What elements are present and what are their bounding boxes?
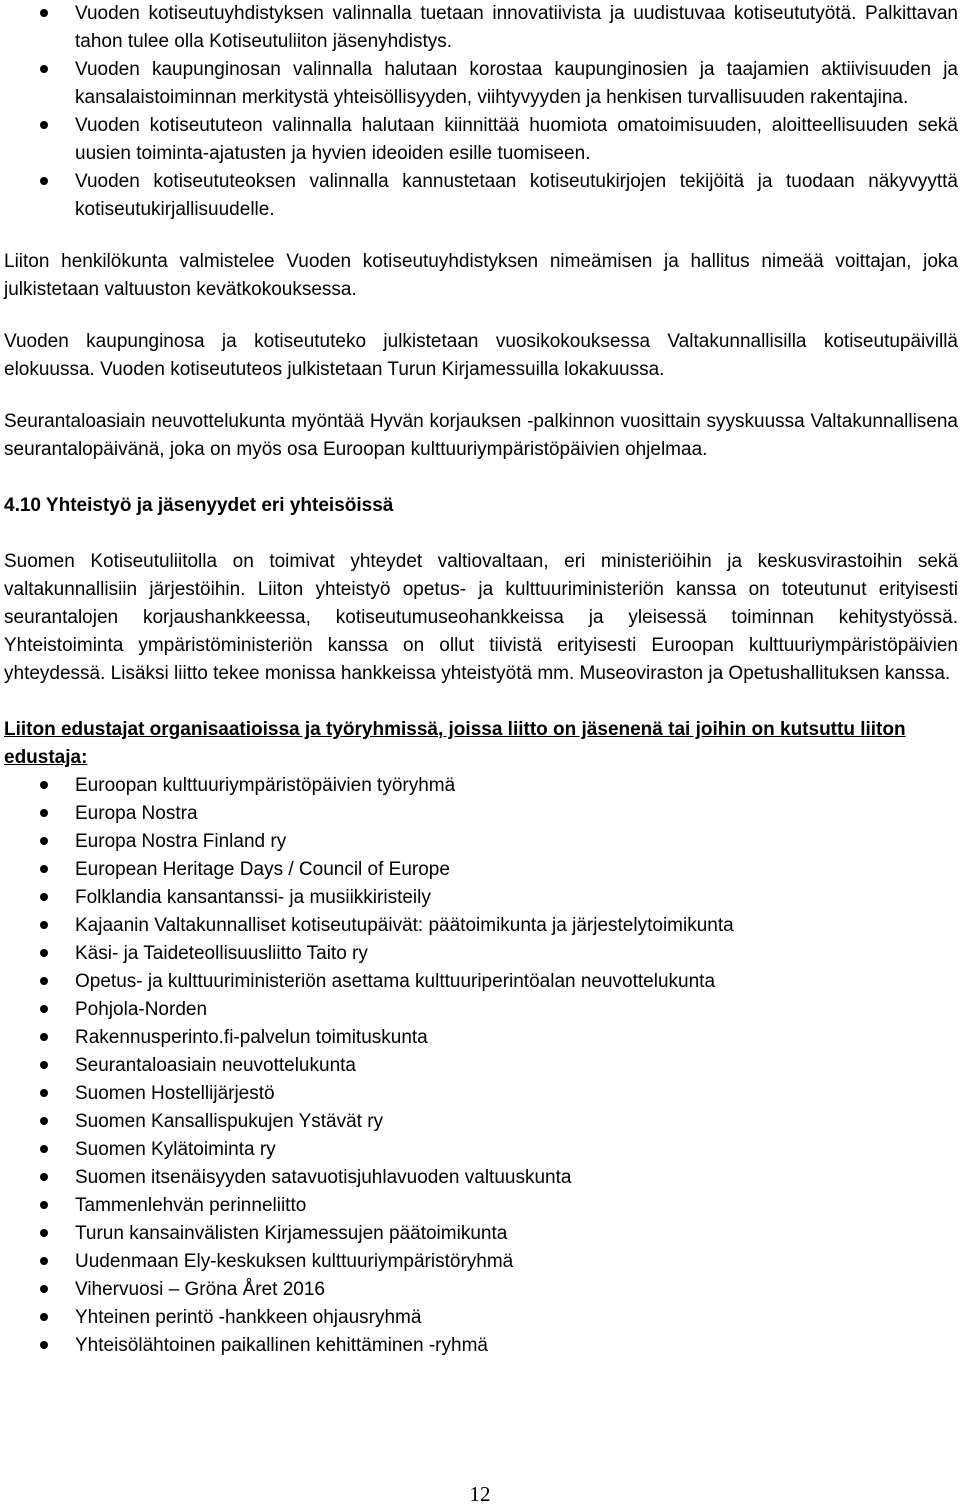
list-item: Opetus- ja kulttuuriministeriön asettama kulttuuriperintöalan neuvottelukunta [4,968,958,996]
list-item: Kajaanin Valtakunnalliset kotiseutupäivät: päätoimikunta ja järjestelytoimikunta [4,912,958,940]
list-item: Vihervuosi – Gröna Året 2016 [4,1276,958,1304]
list-item: Tammenlehvän perinneliitto [4,1192,958,1220]
list-item: Uudenmaan Ely-keskuksen kulttuuriympäristöryhmä [4,1248,958,1276]
list-item: Turun kansainvälisten Kirjamessujen päätoimikunta [4,1220,958,1248]
list-item: Käsi- ja Taideteollisuusliitto Taito ry [4,940,958,968]
list-item: Europa Nostra [4,800,958,828]
bullet-item: Vuoden kaupunginosan valinnalla halutaan korostaa kaupunginosien ja taajamien aktiivisuuden ja kansalaistoiminnan merkitystä yhteisöllisyyden, viihtyvyyden ja henkisen turvallisuuden rakentajina. [4,56,958,112]
representatives-heading: Liiton edustajat organisaatioissa ja työryhmissä, joissa liitto on jäsenenä tai joihin on kutsuttu liiton edustaja: [4,719,906,768]
list-item: Euroopan kulttuuriympäristöpäivien työryhmä [4,772,958,800]
list-item: Suomen Kansallispukujen Ystävät ry [4,1108,958,1136]
bullet-item: Vuoden kotiseututeon valinnalla halutaan kiinnittää huomiota omatoimisuuden, aloitteellisuuden sekä uusien toiminta-ajatusten ja hyvien ideoiden esille tuomiseen. [4,112,958,168]
paragraph-announcements: Vuoden kaupunginosa ja kotiseututeko julkistetaan vuosikokouksessa Valtakunnallisilla kotiseutupäivillä elokuussa. Vuoden kotiseututeos julkistetaan Turun Kirjamessuilla lokakuussa. [4,331,958,380]
page-number: 12 [469,1482,491,1506]
list-item: Europa Nostra Finland ry [4,828,958,856]
page-content [4,0,958,1360]
list-item: Seurantaloasiain neuvottelukunta [4,1052,958,1080]
organization-list [4,772,958,1360]
paragraph-cooperation: Suomen Kotiseutuliitolla on toimivat yhteydet valtiovaltaan, eri ministeriöihin ja keskusvirastoihin sekä valtakunnallisiin järjestöihin. Liiton yhteistyö opetus- ja kulttuuriministeriön kanssa on toteutunut erityisesti seurantalojen korjaushankkeessa, kotiseutumuseohankkeissa ja yleisessä toiminnan kehitystyössä. Yhteistoiminta ympäristöministeriön kanssa on ollut tiivistä erityisesti Euroopan kulttuuriympäristöpäivien yhteydessä. Lisäksi liitto tekee monissa hankkeissa yhteistyötä mm. Museoviraston ja Opetushallituksen kanssa. [4,551,958,684]
list-item: Suomen Kylätoiminta ry [4,1136,958,1164]
section-heading: 4.10 Yhteistyö ja jäsenyydet eri yhteisöissä [4,495,394,516]
list-item: Yhteinen perintö -hankkeen ohjausryhmä [4,1304,958,1332]
list-item: Suomen itsenäisyyden satavuotisjuhlavuoden valtuuskunta [4,1164,958,1192]
bullet-item: Vuoden kotiseututeoksen valinnalla kannustetaan kotiseutukirjojen tekijöitä ja tuodaan näkyvyyttä kotiseutukirjallisuudelle. [4,168,958,224]
paragraph-staff-preparation: Liiton henkilökunta valmistelee Vuoden kotiseutuyhdistyksen nimeämisen ja hallitus nimeää voittajan, joka julkistetaan valtuuston kevätkokouksessa. [4,251,958,300]
intro-bullet-list [4,0,958,224]
list-item: Pohjola-Norden [4,996,958,1024]
bullet-item: Vuoden kotiseutuyhdistyksen valinnalla tuetaan innovatiivista ja uudistuvaa kotiseututyötä. Palkittavan tahon tulee olla Kotiseutuliiton jäsenyhdistys. [4,0,958,56]
paragraph-good-repair-award: Seurantaloasiain neuvottelukunta myöntää Hyvän korjauksen -palkinnon vuosittain syyskuussa Valtakunnallisena seurantalopäivänä, joka on myös osa Euroopan kulttuuriympäristöpäivien ohjelmaa. [4,411,958,460]
list-item: Folklandia kansantanssi- ja musiikkiristeily [4,884,958,912]
list-item: Suomen Hostellijärjestö [4,1080,958,1108]
list-item: Yhteisölähtoinen paikallinen kehittäminen -ryhmä [4,1332,958,1360]
list-item: European Heritage Days / Council of Europe [4,856,958,884]
list-item: Rakennusperinto.fi-palvelun toimituskunta [4,1024,958,1052]
